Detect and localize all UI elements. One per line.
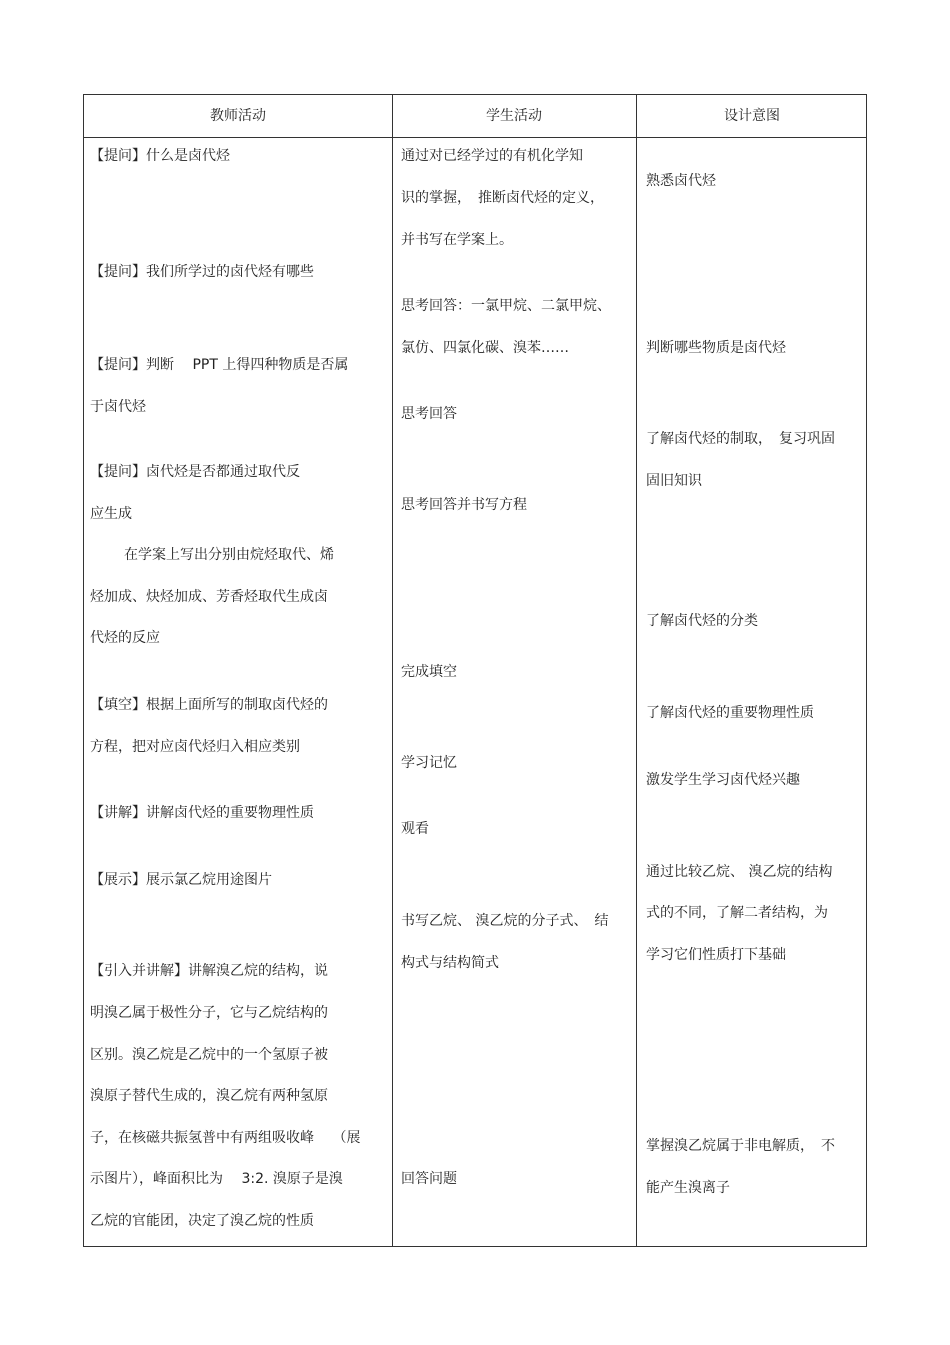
design-text-line: 了解卤代烃的重要物理性质 xyxy=(646,705,814,721)
teacher-text-line: 在学案上写出分别由烷烃取代、烯 xyxy=(124,547,334,563)
design-text-line: 激发学生学习卤代烃兴趣 xyxy=(646,772,800,788)
header-teacher-activity: 教师活动 xyxy=(210,108,266,124)
student-text-line: 思考回答 xyxy=(401,406,457,422)
teacher-text-line: 【提问】判断 PPT 上得四种物质是否属 xyxy=(90,357,349,373)
teacher-text-line: 子，在核磁共振氢普中有两组吸收峰 （展 xyxy=(90,1130,361,1146)
student-text-line: 观看 xyxy=(401,821,429,837)
student-text-line: 通过对已经学过的有机化学知 xyxy=(401,148,583,164)
student-text-line: 并书写在学案上。 xyxy=(401,232,513,248)
teacher-text-line: 方程，把对应卤代烃归入相应类别 xyxy=(90,739,300,755)
student-text-line: 书写乙烷、 溴乙烷的分子式、 结 xyxy=(401,913,609,929)
student-text-line: 回答问题 xyxy=(401,1171,457,1187)
student-text-line: 思考回答并书写方程 xyxy=(401,497,527,513)
design-text-line: 学习它们性质打下基础 xyxy=(646,947,786,963)
teacher-text-line: 于卤代烃 xyxy=(90,399,146,415)
teacher-text-line: 【引入并讲解】讲解溴乙烷的结构，说 xyxy=(90,963,328,979)
header-design-intent: 设计意图 xyxy=(724,108,780,124)
student-text-line: 识的掌握， 推断卤代烃的定义， xyxy=(401,190,604,206)
teacher-text-line: 乙烷的官能团，决定了溴乙烷的性质 xyxy=(90,1213,314,1229)
column-divider xyxy=(636,95,637,1246)
design-text-line: 熟悉卤代烃 xyxy=(646,173,716,189)
teacher-text-line: 【展示】展示氯乙烷用途图片 xyxy=(90,872,272,888)
teacher-text-line: 溴原子替代生成的，溴乙烷有两种氢原 xyxy=(90,1088,328,1104)
header-divider xyxy=(84,137,866,138)
design-text-line: 能产生溴离子 xyxy=(646,1180,730,1196)
design-text-line: 固旧知识 xyxy=(646,473,702,489)
student-text-line: 思考回答：一氯甲烷、二氯甲烷、 xyxy=(401,298,611,314)
design-text-line: 了解卤代烃的制取， 复习巩固 xyxy=(646,431,835,447)
student-text-line: 氯仿、四氯化碳、溴苯…… xyxy=(401,340,569,356)
header-student-activity: 学生活动 xyxy=(486,108,542,124)
lesson-plan-table xyxy=(83,94,867,1247)
teacher-text-line: 烃加成、炔烃加成、芳香烃取代生成卤 xyxy=(90,589,328,605)
design-text-line: 式的不同，了解二者结构，为 xyxy=(646,905,828,921)
student-text-line: 构式与结构简式 xyxy=(401,955,499,971)
teacher-text-line: 【提问】什么是卤代烃 xyxy=(90,148,230,164)
design-text-line: 通过比较乙烷、 溴乙烷的结构 xyxy=(646,864,833,880)
teacher-text-line: 【讲解】讲解卤代烃的重要物理性质 xyxy=(90,805,314,821)
teacher-text-line: 【填空】根据上面所写的制取卤代烃的 xyxy=(90,697,328,713)
column-divider xyxy=(392,95,393,1246)
teacher-text-line: 【提问】卤代烃是否都通过取代反 xyxy=(90,464,300,480)
student-text-line: 完成填空 xyxy=(401,664,457,680)
teacher-text-line: 【提问】我们所学过的卤代烃有哪些 xyxy=(90,264,314,280)
design-text-line: 判断哪些物质是卤代烃 xyxy=(646,340,786,356)
design-text-line: 掌握溴乙烷属于非电解质， 不 xyxy=(646,1138,835,1154)
teacher-text-line: 区别。溴乙烷是乙烷中的一个氢原子被 xyxy=(90,1047,328,1063)
design-text-line: 了解卤代烃的分类 xyxy=(646,613,758,629)
teacher-text-line: 代烃的反应 xyxy=(90,630,160,646)
teacher-text-line: 应生成 xyxy=(90,506,132,522)
teacher-text-line: 示图片），峰面积比为 3:2. 溴原子是溴 xyxy=(90,1171,343,1187)
teacher-text-line: 明溴乙属于极性分子，它与乙烷结构的 xyxy=(90,1005,328,1021)
student-text-line: 学习记忆 xyxy=(401,755,457,771)
